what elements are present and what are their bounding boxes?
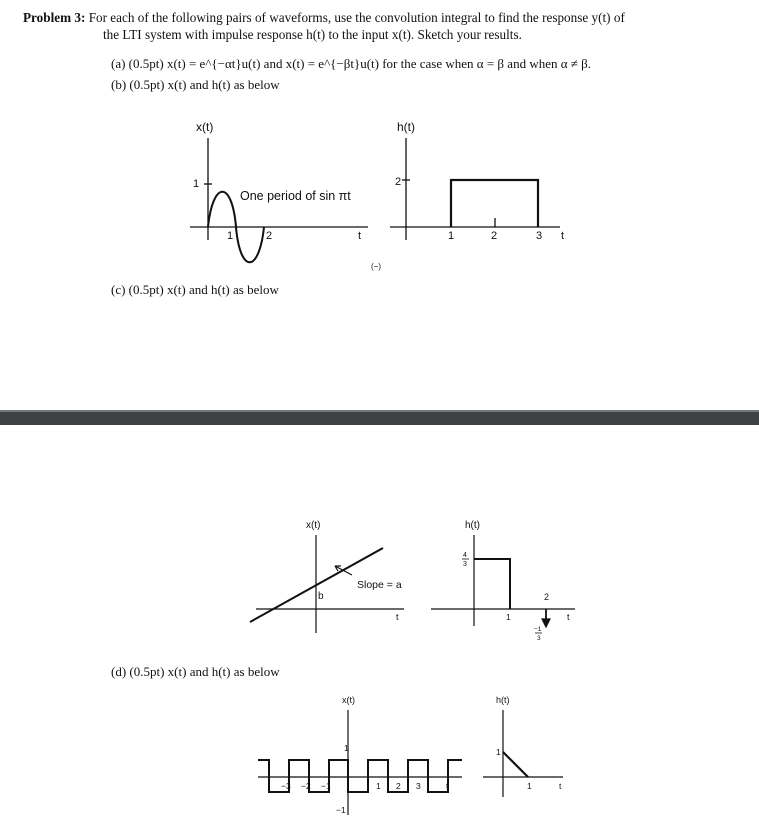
part-a: (a) (0.5pt) x(t) = e^{−αt}u(t) and x(t) = e^{−βt}u(t) for the case when α = β and when α ≠ β.	[111, 56, 592, 71]
ramp-line	[250, 548, 383, 622]
x-t-label: t	[358, 230, 362, 242]
slope-arrowhead	[335, 566, 341, 571]
x-t-label: t	[396, 612, 399, 622]
slope-arrow	[335, 566, 352, 575]
part-c: (c) (0.5pt) x(t) and h(t) as below	[111, 282, 279, 297]
x-one-label: 1	[344, 743, 349, 753]
h-title: h(t)	[465, 520, 480, 531]
x-annotation: One period of sin πt	[240, 189, 351, 203]
x-tick-marks	[289, 772, 408, 782]
x-title: x(t)	[342, 695, 355, 705]
h-t-label: t	[561, 230, 565, 242]
figure-b-h-plot	[390, 138, 560, 240]
sine-period	[208, 192, 264, 263]
square-wave	[258, 760, 462, 792]
problem-label: Problem 3:	[23, 10, 86, 25]
h-top-numerator: 4	[463, 552, 467, 559]
figure-c-h-plot	[431, 535, 575, 627]
h-t-label: t	[567, 612, 570, 622]
part-d: (d) (0.5pt) x(t) and h(t) as below	[111, 664, 280, 679]
problem-statement	[23, 10, 625, 26]
x-neg-one-label: −1	[336, 805, 346, 815]
figure-c-x-plot	[250, 535, 404, 633]
x-t-label: t	[446, 781, 449, 791]
h-pulse	[451, 180, 538, 227]
x-title: x(t)	[306, 520, 321, 531]
x-tick-2: 2	[266, 230, 273, 242]
h-neg-numerator: −1	[534, 626, 542, 633]
x-one-label: 1	[193, 178, 200, 190]
x-tick-neg2: −2	[301, 781, 311, 791]
h-pulse	[474, 559, 510, 609]
h-two-label: 2	[395, 176, 402, 188]
figure-d-x-plot	[258, 710, 462, 815]
x-tick-1: 1	[376, 781, 381, 791]
h-tick-1: 1	[448, 230, 455, 242]
h-title: h(t)	[496, 695, 510, 705]
h-tick-2: 2	[491, 230, 498, 242]
problem-line-1: For each of the following pairs of waveforms, use the convolution integral to find the response y(t) of	[88, 10, 625, 25]
caption-fragment: (−)	[371, 262, 381, 271]
h-ramp-down	[503, 752, 528, 777]
h-neg-denominator: 3	[537, 635, 541, 642]
h-one-label: 1	[506, 612, 511, 622]
part-b: (b) (0.5pt) x(t) and h(t) as below	[111, 77, 280, 92]
h-top-denominator: 3	[463, 561, 467, 568]
x-tick-1: 1	[227, 230, 234, 242]
h-one-x-label: 1	[527, 781, 532, 791]
x-tick-2: 2	[396, 781, 401, 791]
x-tick-neg1: −1	[321, 781, 331, 791]
x-b-label: b	[318, 591, 324, 602]
h-title: h(t)	[397, 120, 415, 134]
h-tick-3: 3	[536, 230, 543, 242]
problem-line-2: the LTI system with impulse response h(t) to the input x(t). Sketch your results.	[103, 27, 522, 42]
x-slope-label: Slope = a	[357, 579, 402, 591]
figure-d-h-plot	[483, 710, 563, 797]
h-two-label: 2	[544, 592, 550, 602]
section-divider	[0, 410, 759, 425]
h-t-label: t	[559, 781, 562, 791]
h-one-y-label: 1	[496, 747, 501, 757]
x-tick-3: 3	[416, 781, 421, 791]
figure-b-x-plot	[190, 138, 368, 262]
x-title: x(t)	[196, 120, 214, 134]
h-impulse-arrow	[542, 619, 550, 627]
x-tick-neg3: −3	[281, 781, 291, 791]
